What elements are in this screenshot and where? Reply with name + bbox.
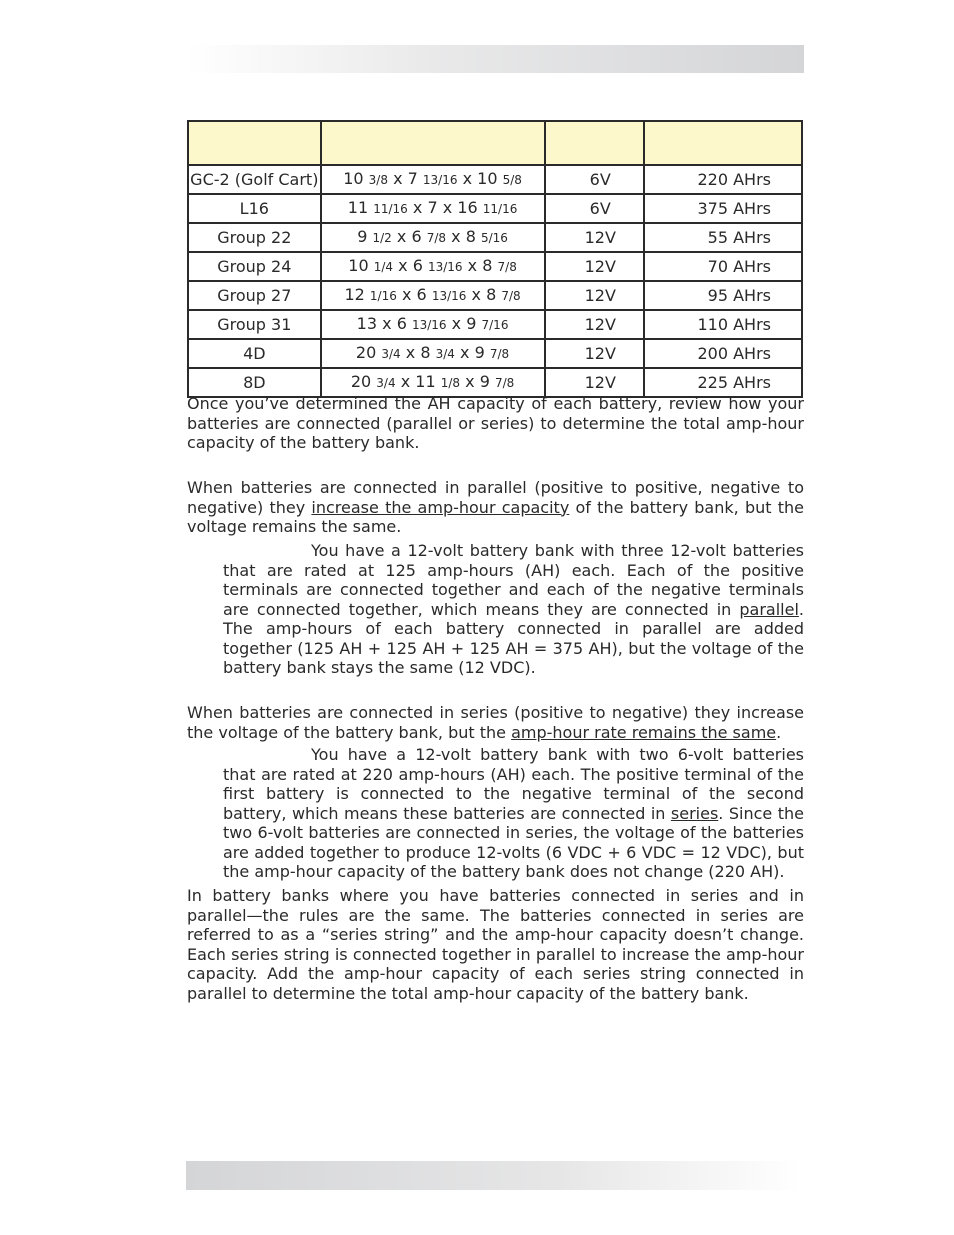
voltage-cell: 6V [545,165,644,194]
table-row [188,223,802,252]
header-cell-voltage [545,121,644,165]
example-series [223,745,804,882]
dimension-whole: 11 [415,372,436,391]
dimension-separator: x [400,372,411,391]
table-row [188,165,802,194]
dimension-whole: 6 [416,285,427,304]
battery-type-cell: L16 [188,194,321,223]
dimension-whole: 13 [356,314,378,333]
dimension-fraction: 7/16 [481,318,509,332]
dimension-separator: x [467,256,478,275]
dimension-whole: 12 [344,285,365,304]
header-bar [187,45,804,73]
dimension-fraction: 3/4 [381,347,401,361]
voltage-cell: 12V [545,223,644,252]
voltage-cell: 6V [545,194,644,223]
battery-type-cell: Group 24 [188,252,321,281]
dimension-whole: 9 [479,372,490,391]
dimension-fraction: 1/2 [372,231,392,245]
dimensions-cell [321,368,545,397]
capacity-cell: 70 AHrs [644,252,802,281]
dimension-separator: x [412,198,423,217]
example-series-post: . Since the two 6-volt batteries are connected in series, the voltage of the batteries are added together to produce 12-volts (6 VDC + 6 VDC = 12 VDC), but the amp-hour capacity of the battery bank does not change (220 AH). [223,803,804,881]
voltage-cell: 12V [545,310,644,339]
dimension-fraction: 13/16 [427,260,463,274]
header-cell-type [188,121,321,165]
capacity-cell: 375 AHrs [644,194,802,223]
example-parallel-emphasis: parallel [739,599,799,619]
parallel-emphasis: increase the amp-hour capacity [311,497,570,517]
voltage-cell: 12V [545,339,644,368]
capacity-cell: 110 AHrs [644,310,802,339]
capacity-cell: 95 AHrs [644,281,802,310]
dimensions-cell [321,223,545,252]
dimension-whole: 16 [457,198,478,217]
dimension-fraction: 3/4 [435,347,455,361]
paragraph-series [187,703,804,742]
dimension-fraction: 1/8 [440,376,461,390]
dimension-whole: 10 [343,169,364,188]
dimension-fraction: 11/16 [373,202,408,216]
table-row [188,368,802,397]
example-parallel-pre: You have a 12-volt battery bank with three 12-volt batteries that are rated at 125 amp-hours (AH) each. Each of the positive terminals are connected together and each of the negative terminals are connected together, which means they are connected in [223,541,804,619]
dimensions-cell [321,165,545,194]
dimension-whole: 10 [348,256,369,275]
dimension-fraction: 13/16 [411,318,447,332]
dimension-whole: 7 [427,198,438,217]
dimension-fraction: 1/4 [373,260,394,274]
example-parallel [223,541,804,678]
capacity-cell: 225 AHrs [644,368,802,397]
header-cell-dimensions [321,121,545,165]
dimension-whole: 6 [396,314,407,333]
dimension-whole: 8 [420,343,431,362]
dimension-separator: x [382,314,392,333]
capacity-cell: 200 AHrs [644,339,802,368]
dimension-fraction: 11/16 [482,202,518,216]
dimension-whole: 20 [355,343,377,362]
dimension-whole: 20 [350,372,372,391]
dimension-separator: x [451,227,461,246]
dimension-fraction: 7/8 [501,289,521,303]
example-series-emphasis: series [670,803,719,823]
dimension-whole: 6 [412,256,423,275]
dimension-whole: 11 [347,198,369,217]
dimension-fraction: 7/8 [494,376,515,390]
dimension-fraction: 7/8 [497,260,517,274]
dimension-fraction: 5/16 [480,231,508,245]
dimension-whole: 8 [486,285,497,304]
dimension-fraction: 7/8 [426,231,447,245]
dimension-whole: 8 [465,227,476,246]
table-row [188,339,802,368]
battery-type-cell: 4D [188,339,321,368]
dimension-whole: 9 [474,343,485,362]
paragraph-parallel [187,478,804,537]
dimension-whole: 9 [357,227,368,246]
dimensions-cell [321,310,545,339]
table-row [188,281,802,310]
battery-type-cell: Group 22 [188,223,321,252]
example-parallel-post: . The amp-hours of each battery connected in parallel are added together (125 AH + 125 AH + 125 AH = 375 AH), but the voltage of the battery bank stays the same (12 VDC). [223,599,804,677]
dimension-fraction: 3/4 [376,376,396,390]
dimension-whole: 9 [466,314,477,333]
parallel-text-pre: When batteries are connected in parallel (positive to positive, negative to negative) they [187,478,804,517]
voltage-cell: 12V [545,281,644,310]
dimension-separator: x [405,343,416,362]
dimension-fraction: 3/8 [368,173,388,187]
dimension-fraction: 1/16 [369,289,397,303]
battery-type-cell: Group 31 [188,310,321,339]
dimension-fraction: 13/16 [422,173,458,187]
battery-type-cell: Group 27 [188,281,321,310]
footer-bar [186,1161,802,1190]
paragraph-series-parallel: In battery banks where you have batteries connected in series and in parallel—the rules are the same. The batteries connected in series are referred to as a “series string” and the amp-hour capacity doesn’t change. Each series string is connected together in parallel to increase the amp-hour capacity. Add the amp-hour capacity of each series string connected in parallel to determine the total amp-hour capacity of the battery bank. [187,886,804,1003]
table-row [188,310,802,339]
dimension-separator: x [471,285,481,304]
capacity-cell: 220 AHrs [644,165,802,194]
dimensions-cell [321,252,545,281]
table-header-row [188,121,802,165]
dimension-separator: x [442,198,453,217]
series-emphasis: amp-hour rate remains the same [511,722,777,742]
header-cell-capacity [644,121,802,165]
dimension-whole: 7 [407,169,418,188]
dimensions-cell [321,194,545,223]
series-text-post: . [776,722,782,742]
series-text-pre: When batteries are connected in series (positive to negative) they increase the voltage of the battery bank, but the [187,703,804,742]
dimension-separator: x [393,169,403,188]
dimension-separator: x [398,256,408,275]
parallel-text-post: of the battery bank, but the voltage remains the same. [187,497,805,536]
battery-type-cell: GC-2 (Golf Cart) [188,165,321,194]
table-row [188,194,802,223]
dimensions-cell [321,339,545,368]
dimension-whole: 8 [482,256,493,275]
paragraph-ah-capacity: Once you’ve determined the AH capacity of each battery, review how your batteries are connected (parallel or series) to determine the total amp-hour capacity of the battery bank. [187,394,804,452]
dimension-fraction: 13/16 [431,289,467,303]
dimension-separator: x [451,314,462,333]
table-body [188,165,802,397]
voltage-cell: 12V [545,252,644,281]
dimension-separator: x [462,169,473,188]
dimension-separator: x [460,343,470,362]
dimension-separator: x [401,285,412,304]
dimensions-cell [321,281,545,310]
capacity-cell: 55 AHrs [644,223,802,252]
dimension-separator: x [465,372,475,391]
dimension-separator: x [396,227,407,246]
table-row [188,252,802,281]
dimension-whole: 10 [477,169,498,188]
dimension-fraction: 5/8 [502,173,522,187]
battery-table [187,120,803,398]
dimension-fraction: 7/8 [489,347,510,361]
example-series-pre: You have a 12-volt battery bank with two 6-volt batteries that are rated at 220 amp-hours (AH) each. The positive terminal of the first battery is connected to the negative terminal of the second battery, which means these batteries are connected in [223,745,804,823]
voltage-cell: 12V [545,368,644,397]
battery-type-cell: 8D [188,368,321,397]
dimension-whole: 6 [411,227,422,246]
